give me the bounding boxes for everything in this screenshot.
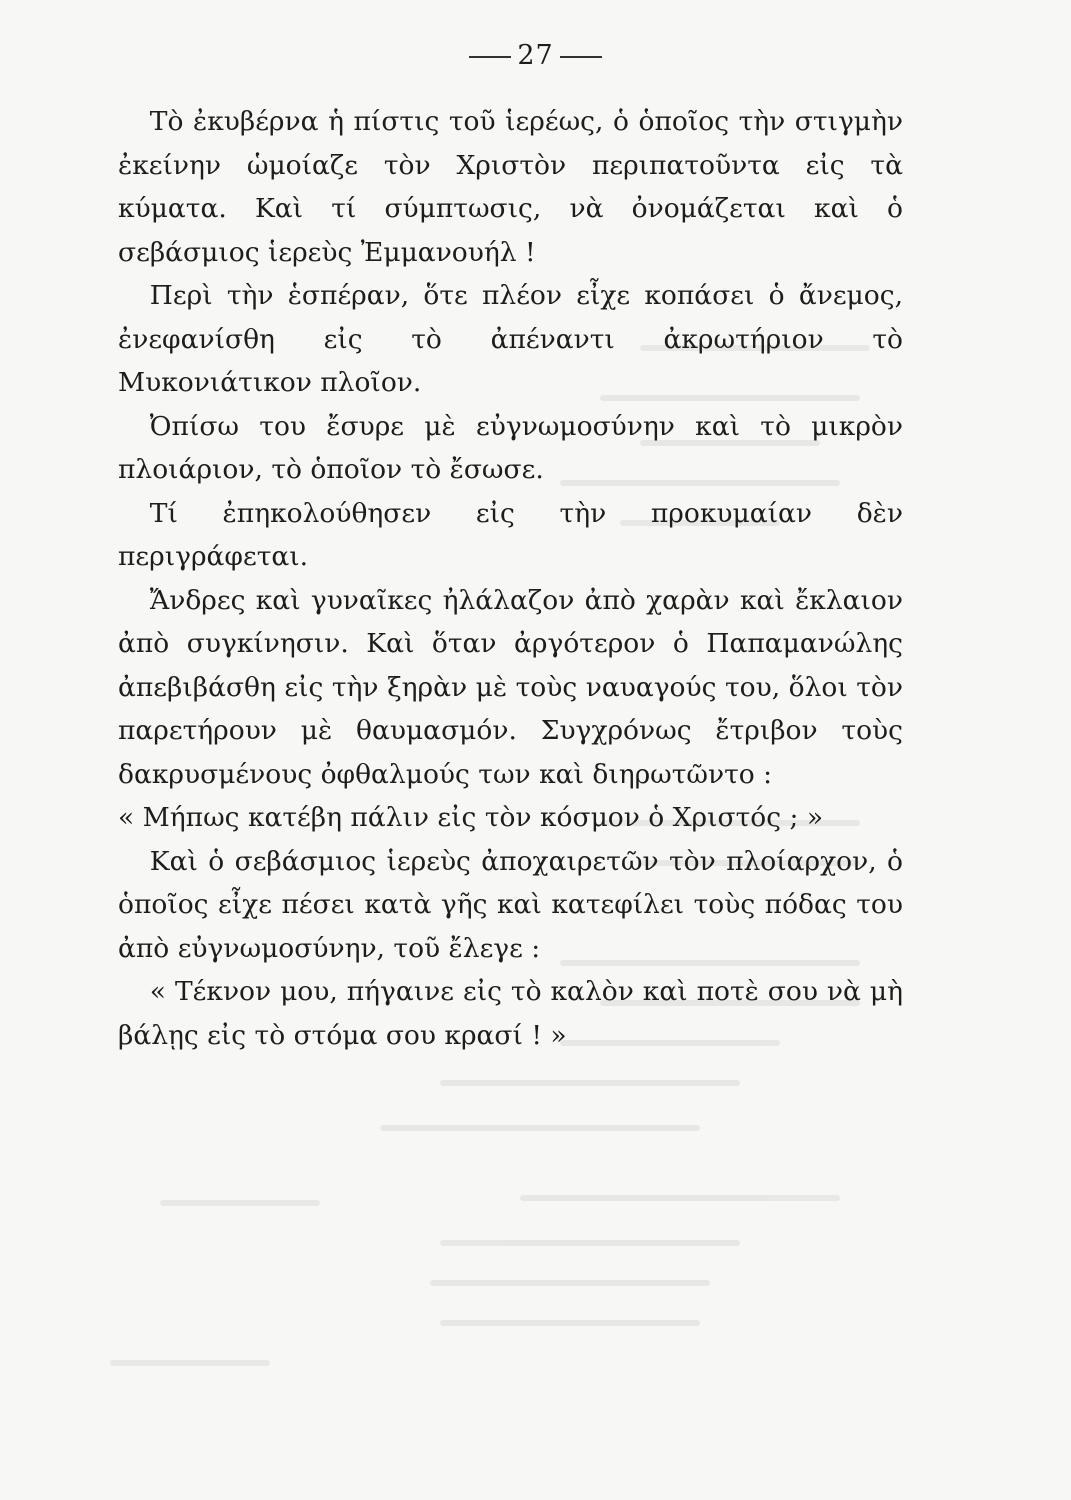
paragraph-2: Περὶ τὴν ἑσπέραν, ὅτε πλέον εἶχε κοπάσει ὁ ἄνεμος, ἐνεφανίσθη εἰς τὸ ἀπέναντι ἀκρωτήριον τὸ Μυκονιάτικον πλοῖον. [118, 280, 903, 398]
page-number [0, 40, 1071, 71]
page-number-left-dash [469, 56, 511, 58]
paragraph-3: Ὀπίσω του ἔσυρε μὲ εὐγνωμοσύνην καὶ τὸ μικρὸν πλοιάριον, τὸ ὁποῖον τὸ ἔσωσε. [118, 410, 903, 485]
page-number-right-dash [560, 56, 602, 58]
paragraph-4: Τί ἐπηκολούθησεν εἰς τὴν προκυμαίαν δὲν περιγράφεται. [118, 497, 903, 572]
page-number-value: 27 [517, 40, 554, 71]
paragraph-6: Καὶ ὁ σεβάσμιος ἱερεὺς ἀποχαιρετῶν τὸν πλοίαρχον, ὁ ὁποῖος εἶχε πέσει κατὰ γῆς καὶ κατεφίλει τοὺς πόδας του ἀπὸ εὐγνωμοσύνην, τοῦ ἔλεγε : [118, 845, 903, 964]
body-text [118, 100, 903, 1057]
paragraph-5: Ἄνδρες καὶ γυναῖκες ἠλάλαζον ἀπὸ χαρὰν καὶ ἔκλαιον ἀπὸ συγκίνησιν. Καὶ ὅταν ἀργότερον ὁ Παπαμανώλης ἀπεβιβάσθη εἰς τὴν ξηρὰν μὲ τοὺς ναυαγούς του, ὅλοι τὸν παρετήρουν μὲ θαυμασμόν. Συγχρόνως ἔτριβον τοὺς δακρυσμένους ὀφθαλμούς των καὶ διηρωτῶντο : [118, 584, 903, 790]
quote-2: « Τέκνον μου, πήγαινε εἰς τὸ καλὸν καὶ ποτὲ σου νὰ μὴ βάλῃς εἰς τὸ στόμα σου κρασί ! » [118, 976, 903, 1051]
quote-1: « Μήπως κατέβη πάλιν εἰς τὸν κόσμον ὁ Χριστός ; » [118, 802, 824, 833]
paragraph-1: Τὸ ἐκυβέρνα ἡ πίστις τοῦ ἱερέως, ὁ ὁποῖος τὴν στιγμὴν ἐκείνην ὡμοίαζε τὸν Χριστὸν περιπατοῦντα εἰς τὰ κύματα. Καὶ τί σύμπτωσις, νὰ ὀνομάζεται καὶ ὁ σεβάσμιος ἱερεὺς Ἐμμανουήλ ! [118, 106, 903, 268]
